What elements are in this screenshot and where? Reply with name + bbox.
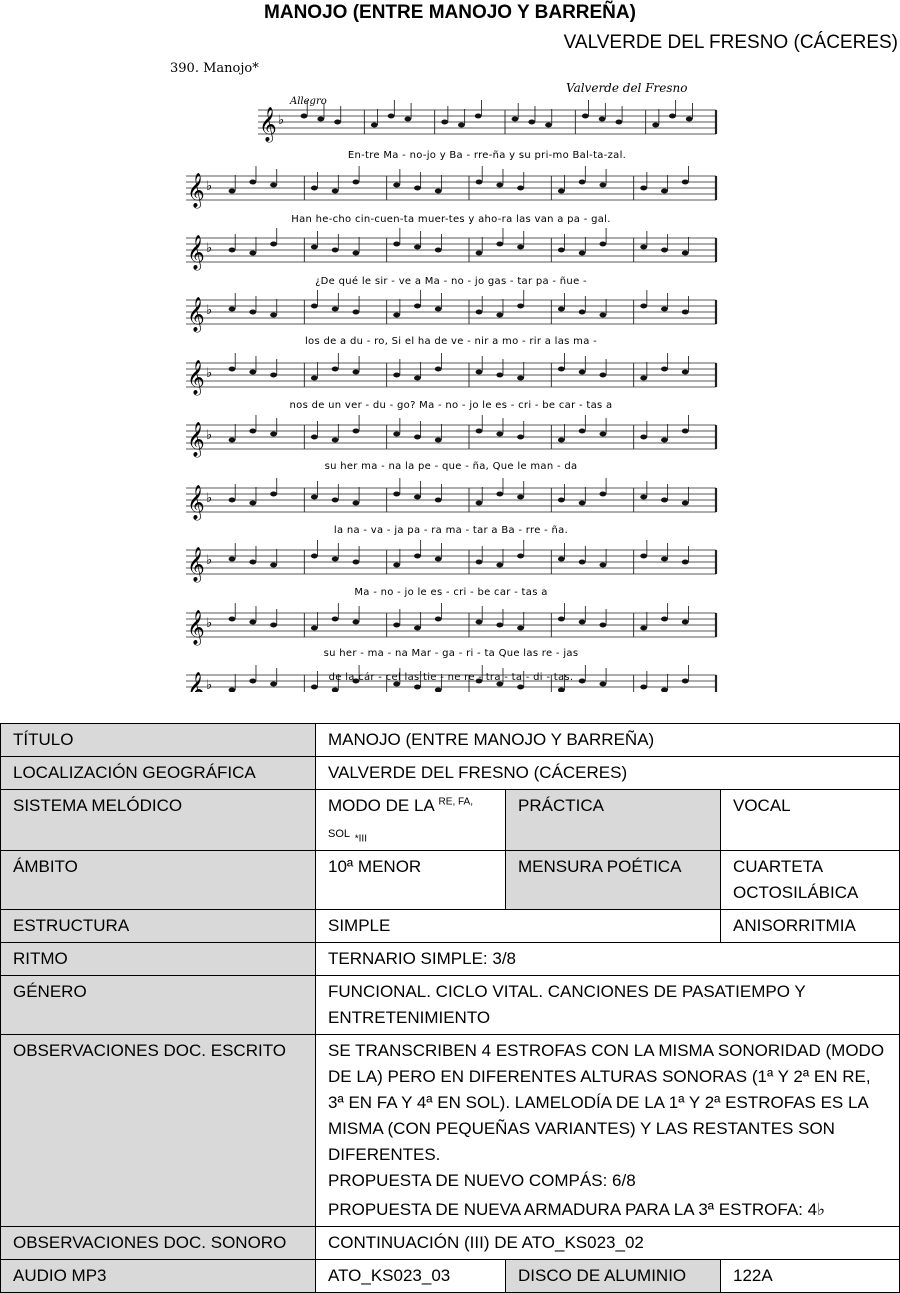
- note-head: [311, 495, 318, 500]
- obs-escrito-line3: PROPUESTA DE NUEVA ARMADURA PARA LA 3ª ESTROFA: 4♭: [328, 1200, 826, 1219]
- note-head: [332, 557, 339, 562]
- note-head: [496, 432, 503, 437]
- note-head: [599, 623, 606, 628]
- row-titulo: [1, 724, 900, 757]
- flat-icon: ♭: [206, 491, 213, 506]
- staff-system: [186, 166, 716, 225]
- page-title: MANOJO (ENTRE MANOJO Y BARREÑA): [264, 2, 636, 23]
- note-head: [270, 242, 277, 247]
- note-head: [476, 310, 483, 315]
- note-head: [270, 623, 277, 628]
- row-estructura: [1, 910, 900, 943]
- flat-icon: ♭: [206, 678, 213, 692]
- note-head: [332, 307, 339, 312]
- note-head: [476, 370, 483, 375]
- ritmo-value: TERNARIO SIMPLE: 3/8: [316, 943, 900, 976]
- note-head: [393, 623, 400, 628]
- titulo-label: TÍTULO: [1, 724, 316, 757]
- note-head: [311, 376, 318, 381]
- note-head: [393, 563, 400, 568]
- lyric-line: los de a du - ro, Si el ha de ve - nir a mo - rir a las ma -: [304, 336, 598, 347]
- sistema-value-sup: RE, FA,: [438, 796, 473, 808]
- row-genero: [1, 976, 900, 1035]
- note-head: [332, 498, 339, 503]
- note-head: [352, 620, 359, 625]
- note-head: [332, 367, 339, 372]
- note-head: [496, 242, 503, 247]
- note-head: [371, 123, 378, 128]
- note-head: [682, 251, 689, 256]
- genero-label: GÉNERO: [1, 976, 316, 1035]
- note-head: [301, 114, 308, 119]
- note-head: [414, 554, 421, 559]
- note-head: [579, 501, 586, 506]
- note-head: [476, 180, 483, 185]
- note-head: [579, 251, 586, 256]
- note-head: [249, 310, 256, 315]
- note-head: [558, 367, 565, 372]
- note-head: [435, 307, 442, 312]
- note-head: [682, 180, 689, 185]
- ambito-label: ÁMBITO: [1, 851, 316, 910]
- note-head: [558, 248, 565, 253]
- note-head: [599, 563, 606, 568]
- row-localizacion: [1, 757, 900, 790]
- note-head: [270, 183, 277, 188]
- note-head: [582, 114, 589, 119]
- row-sistema: [1, 790, 900, 851]
- lyric-line: su her - ma - na Mar - ga - ri - ta Que las re - jas: [323, 648, 579, 659]
- note-head: [229, 438, 236, 443]
- note-head: [640, 626, 647, 631]
- note-head: [579, 180, 586, 185]
- note-head: [414, 186, 421, 191]
- note-head: [334, 120, 341, 125]
- score-place: Valverde del Fresno: [566, 81, 688, 95]
- treble-clef-icon: 𝄞: [187, 360, 205, 395]
- lyric-line: En-tre Ma - no-jo y Ba - rre-ña y su pri-mo Bal-ta-zal.: [347, 150, 627, 161]
- note-head: [517, 685, 524, 690]
- score-number-title: 390. Manojo*: [170, 61, 259, 76]
- obs-sonoro-value: CONTINUACIÓN (III) DE ATO_KS023_02: [316, 1227, 900, 1260]
- note-head: [682, 501, 689, 506]
- note-head: [317, 117, 324, 122]
- treble-clef-icon: 𝄞: [187, 547, 205, 582]
- note-head: [661, 189, 668, 194]
- row-ambito: [1, 851, 900, 910]
- estructura-value: SIMPLE: [316, 910, 721, 943]
- note-head: [599, 313, 606, 318]
- note-head: [640, 435, 647, 440]
- note-head: [558, 617, 565, 622]
- note-head: [229, 367, 236, 372]
- note-head: [579, 370, 586, 375]
- note-head: [579, 310, 586, 315]
- treble-clef-icon: 𝄞: [187, 485, 205, 520]
- note-head: [558, 557, 565, 562]
- practica-value: VOCAL: [721, 790, 900, 851]
- note-head: [682, 310, 689, 315]
- note-head: [352, 310, 359, 315]
- note-head: [414, 495, 421, 500]
- note-head: [640, 376, 647, 381]
- staff-system: [186, 228, 716, 287]
- obs-escrito-line2: PROPUESTA DE NUEVO COMPÁS: 6/8: [328, 1171, 636, 1190]
- lyric-line: Ma - no - jo le es - cri - be car - tas a: [354, 587, 548, 598]
- note-head: [599, 183, 606, 188]
- note-head: [435, 498, 442, 503]
- note-head: [414, 435, 421, 440]
- note-head: [352, 560, 359, 565]
- note-head: [393, 432, 400, 437]
- note-head: [599, 682, 606, 687]
- note-head: [388, 114, 395, 119]
- note-head: [404, 117, 411, 122]
- note-head: [249, 560, 256, 565]
- note-head: [249, 620, 256, 625]
- sistema-value: [316, 790, 506, 851]
- note-head: [229, 189, 236, 194]
- note-head: [661, 688, 668, 693]
- titulo-value: MANOJO (ENTRE MANOJO Y BARREÑA): [316, 724, 900, 757]
- note-head: [270, 313, 277, 318]
- note-head: [435, 557, 442, 562]
- note-head: [579, 620, 586, 625]
- note-head: [599, 117, 606, 122]
- note-head: [229, 307, 236, 312]
- note-head: [476, 620, 483, 625]
- note-head: [496, 373, 503, 378]
- note-head: [640, 495, 647, 500]
- lyric-line: nos de un ver - du - go? Ma - no - jo le es - cri - be car - tas a: [289, 400, 613, 411]
- note-head: [661, 248, 668, 253]
- note-head: [661, 307, 668, 312]
- note-head: [496, 313, 503, 318]
- note-head: [517, 304, 524, 309]
- note-head: [640, 304, 647, 309]
- note-head: [496, 563, 503, 568]
- note-head: [249, 679, 256, 684]
- staff-system: [186, 353, 716, 411]
- note-head: [640, 685, 647, 690]
- note-head: [517, 495, 524, 500]
- note-head: [640, 245, 647, 250]
- note-head: [661, 617, 668, 622]
- staff-system: [186, 540, 716, 598]
- note-head: [229, 248, 236, 253]
- metadata-table: [0, 723, 900, 1293]
- note-head: [475, 114, 482, 119]
- practica-label: PRÁCTICA: [506, 790, 721, 851]
- note-head: [311, 554, 318, 559]
- note-head: [615, 120, 622, 125]
- note-head: [496, 623, 503, 628]
- note-head: [517, 554, 524, 559]
- treble-clef-icon: 𝄞: [259, 107, 277, 142]
- flat-icon: ♭: [206, 303, 213, 318]
- note-head: [332, 189, 339, 194]
- note-head: [270, 563, 277, 568]
- score-tempo: Allegro: [290, 96, 327, 107]
- note-head: [435, 248, 442, 253]
- note-head: [393, 242, 400, 247]
- localizacion-value: VALVERDE DEL FRESNO (CÁCERES): [316, 757, 900, 790]
- note-head: [682, 560, 689, 565]
- treble-clef-icon: 𝄞: [187, 235, 205, 270]
- note-head: [414, 245, 421, 250]
- music-score-image: [168, 52, 728, 692]
- note-head: [661, 557, 668, 562]
- note-head: [476, 501, 483, 506]
- note-head: [352, 370, 359, 375]
- audio-value: ATO_KS023_03: [316, 1260, 506, 1293]
- staff-system: [186, 290, 716, 347]
- note-head: [545, 123, 552, 128]
- note-head: [229, 617, 236, 622]
- note-head: [435, 617, 442, 622]
- note-head: [517, 435, 524, 440]
- ambito-value: 10ª MENOR: [316, 851, 506, 910]
- note-head: [393, 373, 400, 378]
- note-head: [669, 114, 676, 119]
- mensura-value-1: CUARTETA: [733, 857, 824, 876]
- note-head: [311, 245, 318, 250]
- flat-icon: ♭: [206, 428, 213, 443]
- note-head: [599, 432, 606, 437]
- treble-clef-icon: 𝄞: [187, 173, 205, 208]
- note-head: [332, 248, 339, 253]
- note-head: [652, 123, 659, 128]
- treble-clef-icon: 𝄞: [187, 610, 205, 645]
- staff-system: [186, 478, 716, 536]
- note-head: [476, 560, 483, 565]
- note-head: [682, 370, 689, 375]
- note-head: [476, 251, 483, 256]
- note-head: [528, 120, 535, 125]
- note-head: [558, 688, 565, 693]
- note-head: [352, 501, 359, 506]
- note-head: [435, 688, 442, 693]
- note-head: [249, 180, 256, 185]
- lyric-line: Han he-cho cin-cuen-ta muer-tes y aho-ra las van a pa - gal.: [291, 214, 611, 225]
- note-head: [393, 183, 400, 188]
- note-head: [435, 189, 442, 194]
- lyric-line: de la cár - cel las tie - ne re - tra - ta - di - tas.: [328, 672, 574, 683]
- note-head: [517, 626, 524, 631]
- note-head: [229, 688, 236, 693]
- note-head: [270, 682, 277, 687]
- note-head: [352, 180, 359, 185]
- note-head: [270, 492, 277, 497]
- note-head: [517, 186, 524, 191]
- flat-icon: ♭: [206, 366, 213, 381]
- note-head: [686, 117, 693, 122]
- flat-icon: ♭: [278, 113, 285, 128]
- note-head: [682, 429, 689, 434]
- note-head: [661, 367, 668, 372]
- note-head: [311, 304, 318, 309]
- lyric-line: ¿De qué le sir - ve a Ma - no - jo gas - tar pa - ñue -: [315, 276, 587, 287]
- obs-escrito-text: SE TRANSCRIBEN 4 ESTROFAS CON LA MISMA SONORIDAD (MODO DE LA) PERO EN DIFERENTES ALTURAS SONORAS (1ª Y 2ª EN RE, 3ª EN FA Y 4ª EN SOL). LAMELODÍA DE LA 1ª Y 2ª ESTROFAS ES LA MISMA (CON PEQUEÑAS VARIANTES) Y LAS RESTANTES SON DIFERENTES.: [328, 1041, 885, 1164]
- sistema-value-sol: SOL: [328, 828, 351, 840]
- row-obs-sonoro: [1, 1227, 900, 1260]
- flat-icon: ♭: [206, 553, 213, 568]
- note-head: [249, 370, 256, 375]
- note-head: [682, 679, 689, 684]
- note-head: [517, 245, 524, 250]
- estructura-extra: ANISORRITMIA: [721, 910, 900, 943]
- note-head: [311, 435, 318, 440]
- ritmo-label: RITMO: [1, 943, 316, 976]
- row-ritmo: [1, 943, 900, 976]
- lyric-line: la na - va - ja pa - ra ma - tar a Ba - rre - ña.: [333, 525, 569, 536]
- staff-system: [186, 415, 716, 472]
- note-head: [435, 438, 442, 443]
- sistema-value-sub: *III: [354, 833, 367, 845]
- treble-clef-icon: 𝄞: [187, 422, 205, 457]
- note-head: [270, 432, 277, 437]
- note-head: [332, 688, 339, 693]
- estructura-label: ESTRUCTURA: [1, 910, 316, 943]
- note-head: [517, 376, 524, 381]
- audio-label: AUDIO MP3: [1, 1260, 316, 1293]
- note-head: [661, 498, 668, 503]
- note-head: [558, 307, 565, 312]
- localizacion-label: LOCALIZACIÓN GEOGRÁFICA: [1, 757, 316, 790]
- note-head: [249, 251, 256, 256]
- mensura-label: MENSURA POÉTICA: [506, 851, 721, 910]
- note-head: [352, 251, 359, 256]
- obs-escrito-label: OBSERVACIONES DOC. ESCRITO: [1, 1035, 316, 1227]
- row-obs-escrito: [1, 1035, 900, 1227]
- sistema-value-main: MODO DE LA: [328, 796, 434, 815]
- note-head: [640, 186, 647, 191]
- genero-value: FUNCIONAL. CICLO VITAL. CANCIONES DE PASATIEMPO Y ENTRETENIMIENTO: [316, 976, 900, 1035]
- note-head: [682, 620, 689, 625]
- note-head: [512, 117, 519, 122]
- note-head: [496, 183, 503, 188]
- note-head: [579, 560, 586, 565]
- note-head: [270, 373, 277, 378]
- staff-system: [186, 603, 716, 659]
- music-score: [168, 52, 728, 692]
- note-head: [599, 373, 606, 378]
- sistema-label: SISTEMA MELÓDICO: [1, 790, 316, 851]
- note-head: [476, 429, 483, 434]
- note-head: [558, 438, 565, 443]
- note-head: [229, 498, 236, 503]
- note-head: [414, 685, 421, 690]
- flat-icon: ♭: [206, 241, 213, 256]
- staff-system: [258, 100, 716, 161]
- note-head: [332, 617, 339, 622]
- disco-value: 122A: [721, 1260, 900, 1293]
- obs-sonoro-label: OBSERVACIONES DOC. SONORO: [1, 1227, 316, 1260]
- treble-clef-icon: 𝄞: [187, 297, 205, 332]
- note-head: [496, 492, 503, 497]
- flat-icon: ♭: [206, 616, 213, 631]
- disco-label: DISCO DE ALUMINIO: [506, 1260, 721, 1293]
- staff-system: [186, 665, 716, 692]
- note-head: [414, 304, 421, 309]
- mensura-value-2: OCTOSILÁBICA: [733, 883, 859, 902]
- note-head: [599, 492, 606, 497]
- note-head: [229, 557, 236, 562]
- note-head: [435, 367, 442, 372]
- note-head: [458, 123, 465, 128]
- note-head: [441, 120, 448, 125]
- note-head: [249, 429, 256, 434]
- note-head: [558, 498, 565, 503]
- note-head: [311, 685, 318, 690]
- note-head: [311, 626, 318, 631]
- obs-escrito-value: [316, 1035, 900, 1227]
- note-head: [393, 492, 400, 497]
- note-head: [332, 438, 339, 443]
- note-head: [599, 242, 606, 247]
- flat-icon: ♭: [206, 179, 213, 194]
- row-audio: [1, 1260, 900, 1293]
- note-head: [640, 554, 647, 559]
- note-head: [414, 626, 421, 631]
- note-head: [661, 438, 668, 443]
- note-head: [579, 429, 586, 434]
- page-subtitle-location: VALVERDE DEL FRESNO (CÁCERES): [563, 32, 898, 53]
- note-head: [579, 679, 586, 684]
- lyric-line: su her ma - na la pe - que - ña, Que le man - da: [324, 461, 578, 472]
- note-head: [311, 186, 318, 191]
- note-head: [249, 501, 256, 506]
- mensura-value: [721, 851, 900, 910]
- note-head: [393, 313, 400, 318]
- note-head: [558, 189, 565, 194]
- note-head: [352, 429, 359, 434]
- note-head: [414, 376, 421, 381]
- treble-clef-icon: 𝄞: [187, 672, 205, 692]
